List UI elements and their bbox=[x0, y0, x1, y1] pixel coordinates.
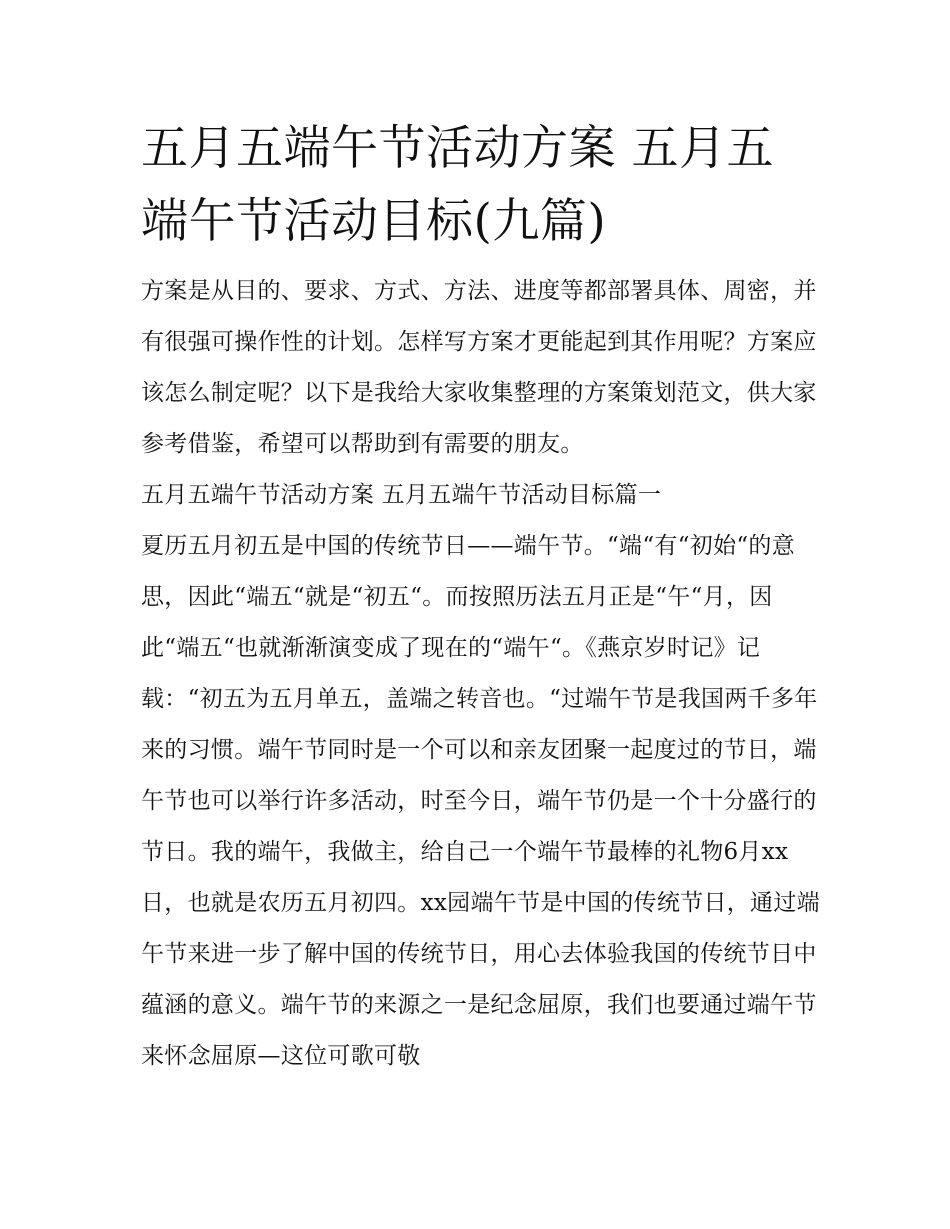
document-title: 五月五端午节活动方案 五月五端午节活动目标(九篇) bbox=[141, 121, 774, 249]
document-content bbox=[141, 112, 821, 1082]
intro-paragraph: 方案是从目的、要求、方式、方法、进度等都部署具体、周密，并有很强可操作性的计划。怎样写方案才更能起到其作用呢？方案应该怎么制定呢？以下是我给大家收集整理的方案策划范文，供大家参考借鉴，希望可以帮助到有需要的朋友。 bbox=[141, 278, 817, 457]
section-heading: 五月五端午节活动方案 五月五端午节活动目标篇一 bbox=[141, 482, 662, 508]
body-paragraph: 夏历五月初五是中国的传统节日——端午节。“端“有“初始“的意思，因此“端五“就是“初五“。而按照历法五月正是“午“月，因此“端五“也就渐渐演变成了现在的“端午“。《燕京岁时记》记载：“初五为五月单五，盖端之转音也。“过端午节是我国两千多年来的习惯。端午节同时是一个可以和亲友团聚一起度过的节日，端午节也可以举行许多活动，时至今日，端午节仍是一个十分盛行的节日。我的端午，我做主，给自己一个端午节最棒的礼物6月xx日，也就是农历五月初四。xx园端午节是中国的传统节日，通过端午节来进一步了解中国的传统节日，用心去体验我国的传统节日中蕴涵的意义。端午节的来源之一是纪念屈原，我们也要通过端午节来怀念屈原—这位可歌可敬 bbox=[141, 533, 820, 1069]
